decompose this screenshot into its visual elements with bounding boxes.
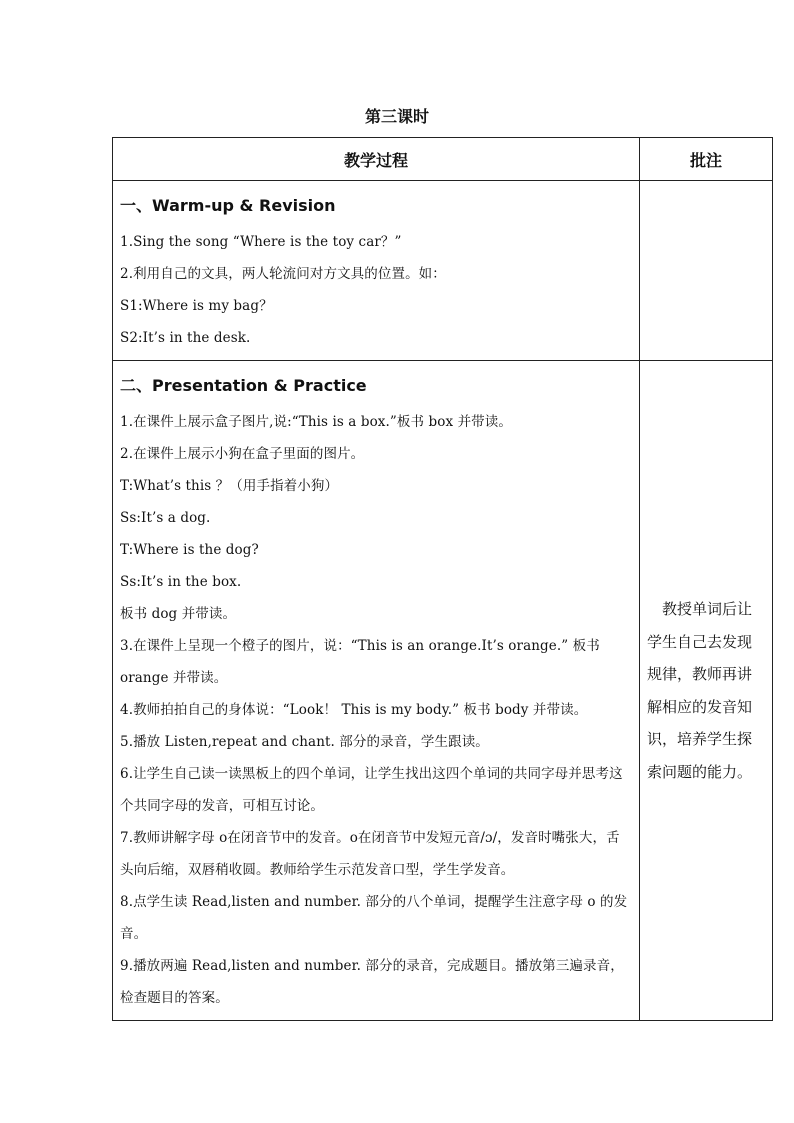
presentation-line-9: 4.教师拍拍自己的身体说：“Look！ This is my body.” 板书 body 并带读。	[120, 702, 588, 718]
annotation-note: 教授单词后让学生自己去发现规律，教师再讲解相应的发音知识，培养学生探索问题的能力。	[647, 600, 753, 781]
presentation-line-2: 2.在课件上展示小狗在盒子里面的图片。	[120, 446, 365, 462]
warmup-heading: 一、Warm-up & Revision	[120, 196, 336, 215]
presentation-line-6: Ss:It’s in the box.	[120, 574, 242, 590]
page-title: 第三课时	[364, 107, 429, 126]
warmup-note-cell	[640, 181, 773, 361]
presentation-line-3: T:What’s this ？（用手指着小狗）	[120, 478, 339, 494]
presentation-line-5: T:Where is the dog?	[120, 542, 259, 558]
presentation-line-10: 5.播放 Listen,repeat and chant. 部分的录音，学生跟读。	[120, 734, 489, 750]
presentation-line-12: 7.教师讲解字母 o在闭音节中的发音。o在闭音节中发短元音/ɔ/，发音时嘴张大，舌头向后缩，双唇稍收圆。教师给学生示范发音口型，学生学发音。	[120, 830, 620, 878]
table-header-row	[113, 138, 773, 181]
presentation-line-4: Ss:It’s a dog.	[120, 510, 211, 526]
header-process: 教学过程	[113, 138, 640, 181]
presentation-heading: 二、Presentation & Practice	[120, 376, 367, 395]
presentation-line-11: 6.让学生自己读一读黑板上的四个单词，让学生找出这四个单词的共同字母并思考这个共同字母的发音，可相互讨论。	[120, 766, 623, 814]
presentation-row	[113, 361, 773, 1021]
presentation-line-8: 3.在课件上呈现一个橙子的图片，说：“This is an orange.It’s orange.” 板书 orange 并带读。	[120, 638, 600, 686]
warmup-cell	[113, 181, 640, 361]
presentation-line-14: 9.播放两遍 Read,listen and number. 部分的录音，完成题目。播放第三遍录音，检查题目的答案。	[120, 958, 624, 1006]
presentation-note-cell	[640, 361, 773, 1021]
presentation-line-1: 1.在课件上展示盒子图片,说:“This is a box.”板书 box 并带读。	[120, 414, 512, 430]
presentation-line-7: 板书 dog 并带读。	[120, 606, 237, 622]
presentation-cell	[113, 361, 640, 1021]
warmup-line-4: S2:It’s in the desk.	[120, 330, 251, 346]
header-notes: 批注	[640, 138, 773, 181]
presentation-line-13: 8.点学生读 Read,listen and number. 部分的八个单词，提醒学生注意字母 o 的发音。	[120, 894, 628, 942]
warmup-line-2: 2.利用自己的文具，两人轮流问对方文具的位置。如：	[120, 266, 446, 282]
warmup-line-3: S1:Where is my bag？	[120, 298, 273, 314]
warmup-row	[113, 181, 773, 361]
lesson-table	[112, 137, 773, 1021]
warmup-line-1: 1.Sing the song “Where is the toy car？”	[120, 234, 402, 250]
